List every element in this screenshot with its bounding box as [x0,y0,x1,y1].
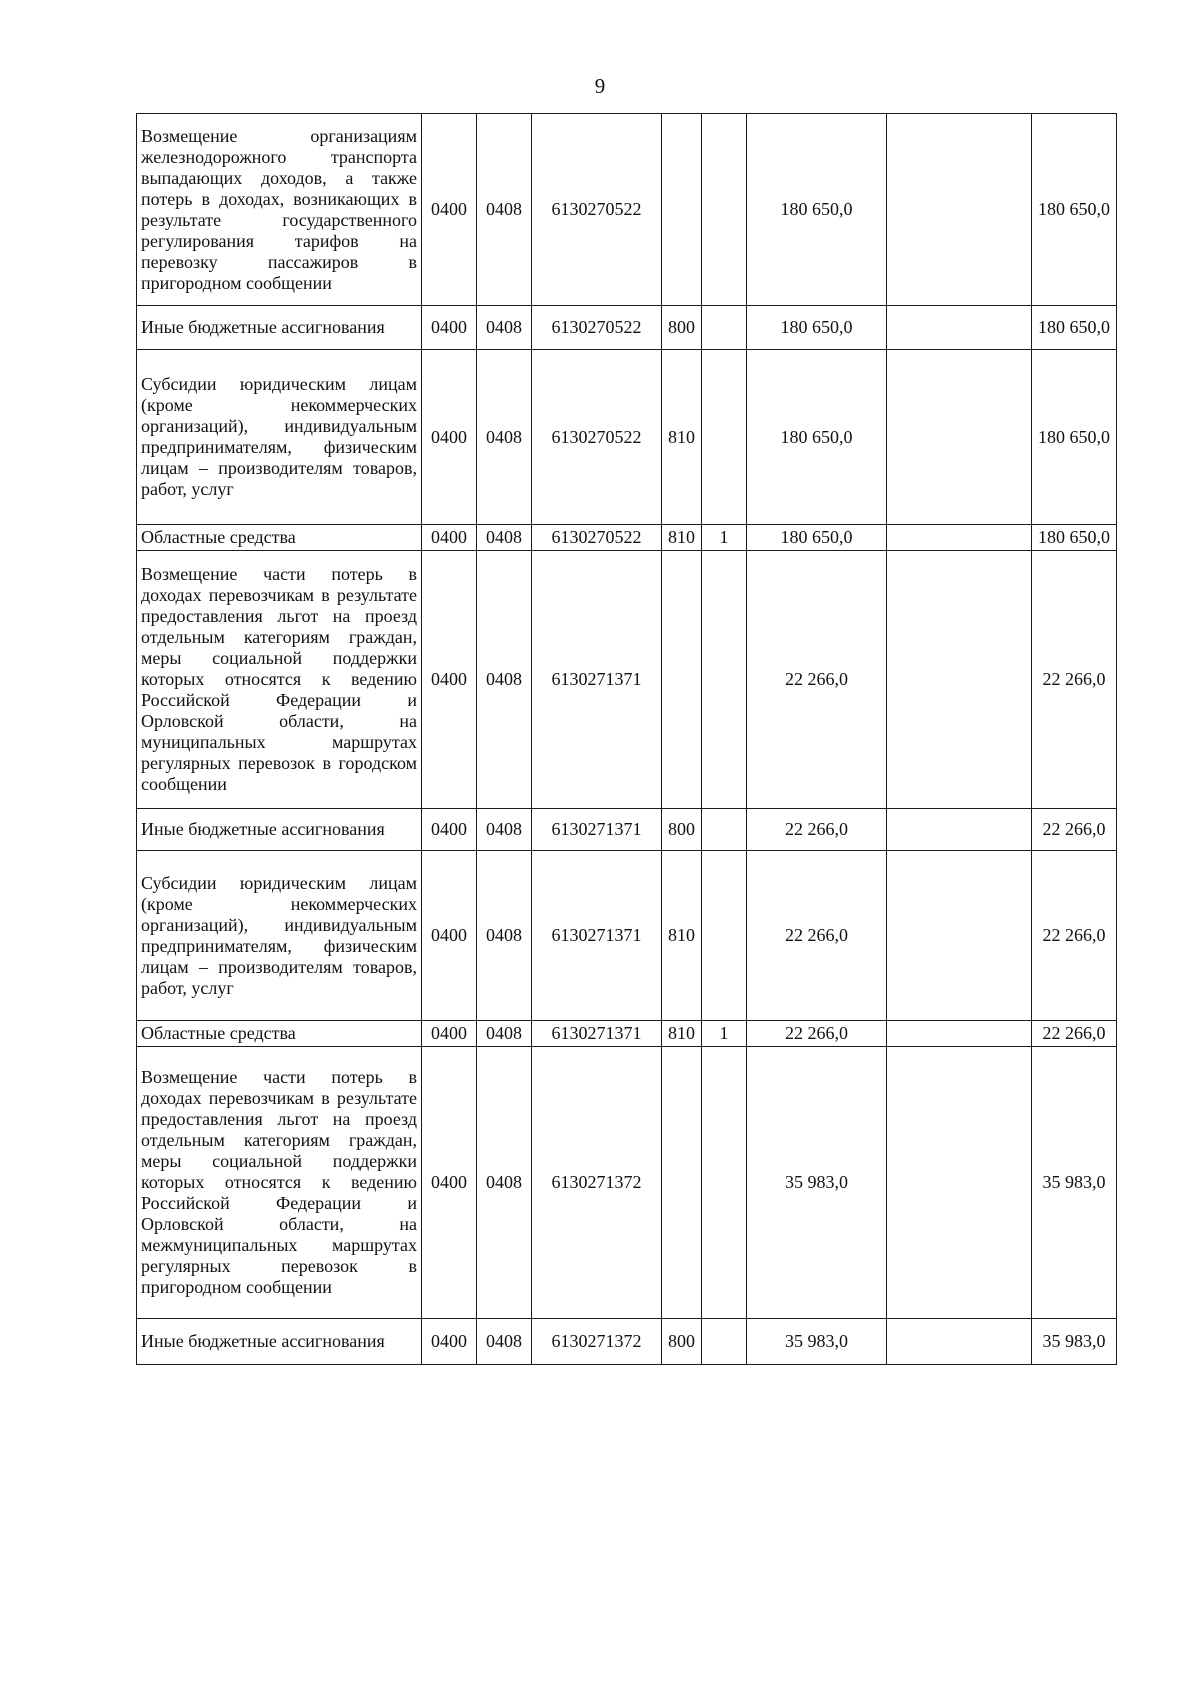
approved-amount-cell: 22 266,0 [747,851,887,1021]
subsection-code-cell: 0408 [477,551,532,809]
total-amount-cell: 180 650,0 [1032,114,1117,306]
section-code-cell: 0400 [422,551,477,809]
table-row [137,1021,1117,1047]
section-code-cell: 0400 [422,1021,477,1047]
expense-name-cell: Возмещение части потерь в доходах перевозчикам в результате предоставления льгот на проезд отдельным категориям граждан, меры социальной поддержки которых относятся к ведению Российской Федерации и Орловской области, на муниципальных маршрутах регулярных перевозок в городском сообщении [137,551,422,809]
target-article-cell: 6130271371 [532,809,662,851]
table-row [137,851,1117,1021]
approved-amount-cell: 22 266,0 [747,551,887,809]
expense-name-cell: Иные бюджетные ассигнования [137,1319,422,1365]
target-article-cell: 6130271371 [532,551,662,809]
change-amount-cell [887,1047,1032,1319]
subsection-code-cell: 0408 [477,1319,532,1365]
funding-source-cell [702,306,747,350]
funding-source-cell [702,551,747,809]
change-amount-cell [887,1021,1032,1047]
page-number: 9 [594,74,606,98]
section-code-cell: 0400 [422,851,477,1021]
subsection-code-cell: 0408 [477,1021,532,1047]
funding-source-cell [702,1047,747,1319]
total-amount-cell: 180 650,0 [1032,350,1117,525]
funding-source-cell [702,809,747,851]
expense-type-cell: 800 [662,809,702,851]
table-row [137,809,1117,851]
table-row [137,551,1117,809]
expense-type-cell: 810 [662,350,702,525]
target-article-cell: 6130270522 [532,114,662,306]
change-amount-cell [887,114,1032,306]
target-article-cell: 6130271372 [532,1047,662,1319]
table-row [137,525,1117,551]
section-code-cell: 0400 [422,1047,477,1319]
section-code-cell: 0400 [422,525,477,551]
section-code-cell: 0400 [422,350,477,525]
expense-name-cell: Областные средства [137,525,422,551]
approved-amount-cell: 22 266,0 [747,1021,887,1047]
target-article-cell: 6130271371 [532,851,662,1021]
expense-name-cell: Иные бюджетные ассигнования [137,306,422,350]
change-amount-cell [887,551,1032,809]
approved-amount-cell: 180 650,0 [747,306,887,350]
table-row [137,350,1117,525]
approved-amount-cell: 180 650,0 [747,525,887,551]
target-article-cell: 6130271371 [532,1021,662,1047]
approved-amount-cell: 180 650,0 [747,350,887,525]
subsection-code-cell: 0408 [477,525,532,551]
change-amount-cell [887,350,1032,525]
budget-table [136,113,1117,1365]
expense-type-cell: 800 [662,1319,702,1365]
subsection-code-cell: 0408 [477,114,532,306]
expense-type-cell [662,551,702,809]
total-amount-cell: 22 266,0 [1032,809,1117,851]
total-amount-cell: 22 266,0 [1032,851,1117,1021]
funding-source-cell [702,851,747,1021]
total-amount-cell: 180 650,0 [1032,306,1117,350]
section-code-cell: 0400 [422,1319,477,1365]
expense-name-cell: Субсидии юридическим лицам (кроме некоммерческих организаций), индивидуальным предпринимателям, физическим лицам – производителям товаров, работ, услуг [137,350,422,525]
change-amount-cell [887,525,1032,551]
table-body [137,114,1117,1365]
change-amount-cell [887,851,1032,1021]
target-article-cell: 6130271372 [532,1319,662,1365]
expense-type-cell: 800 [662,306,702,350]
approved-amount-cell: 35 983,0 [747,1047,887,1319]
approved-amount-cell: 22 266,0 [747,809,887,851]
subsection-code-cell: 0408 [477,851,532,1021]
subsection-code-cell: 0408 [477,1047,532,1319]
target-article-cell: 6130270522 [532,306,662,350]
expense-type-cell: 810 [662,525,702,551]
funding-source-cell [702,114,747,306]
section-code-cell: 0400 [422,114,477,306]
expense-name-cell: Возмещение части потерь в доходах перевозчикам в результате предоставления льгот на проезд отдельным категориям граждан, меры социальной поддержки которых относятся к ведению Российской Федерации и Орловской области, на межмуниципальных маршрутах регулярных перевозок в пригородном сообщении [137,1047,422,1319]
approved-amount-cell: 35 983,0 [747,1319,887,1365]
table-row [137,1047,1117,1319]
expense-type-cell [662,114,702,306]
total-amount-cell: 22 266,0 [1032,1021,1117,1047]
total-amount-cell: 22 266,0 [1032,551,1117,809]
table-row [137,1319,1117,1365]
target-article-cell: 6130270522 [532,525,662,551]
change-amount-cell [887,809,1032,851]
funding-source-cell [702,350,747,525]
change-amount-cell [887,1319,1032,1365]
expense-name-cell: Субсидии юридическим лицам (кроме некоммерческих организаций), индивидуальным предпринимателям, физическим лицам – производителям товаров, работ, услуг [137,851,422,1021]
total-amount-cell: 35 983,0 [1032,1319,1117,1365]
table-row [137,114,1117,306]
approved-amount-cell: 180 650,0 [747,114,887,306]
table-row [137,306,1117,350]
subsection-code-cell: 0408 [477,306,532,350]
funding-source-cell: 1 [702,525,747,551]
expense-type-cell: 810 [662,1021,702,1047]
total-amount-cell: 35 983,0 [1032,1047,1117,1319]
funding-source-cell [702,1319,747,1365]
expense-name-cell: Иные бюджетные ассигнования [137,809,422,851]
expense-name-cell: Областные средства [137,1021,422,1047]
section-code-cell: 0400 [422,809,477,851]
total-amount-cell: 180 650,0 [1032,525,1117,551]
subsection-code-cell: 0408 [477,350,532,525]
target-article-cell: 6130270522 [532,350,662,525]
expense-type-cell [662,1047,702,1319]
subsection-code-cell: 0408 [477,809,532,851]
section-code-cell: 0400 [422,306,477,350]
expense-name-cell: Возмещение организациям железнодорожного транспорта выпадающих доходов, а также потерь в доходах, возникающих в результате государственного регулирования тарифов на перевозку пассажиров в пригородном сообщении [137,114,422,306]
change-amount-cell [887,306,1032,350]
funding-source-cell: 1 [702,1021,747,1047]
expense-type-cell: 810 [662,851,702,1021]
